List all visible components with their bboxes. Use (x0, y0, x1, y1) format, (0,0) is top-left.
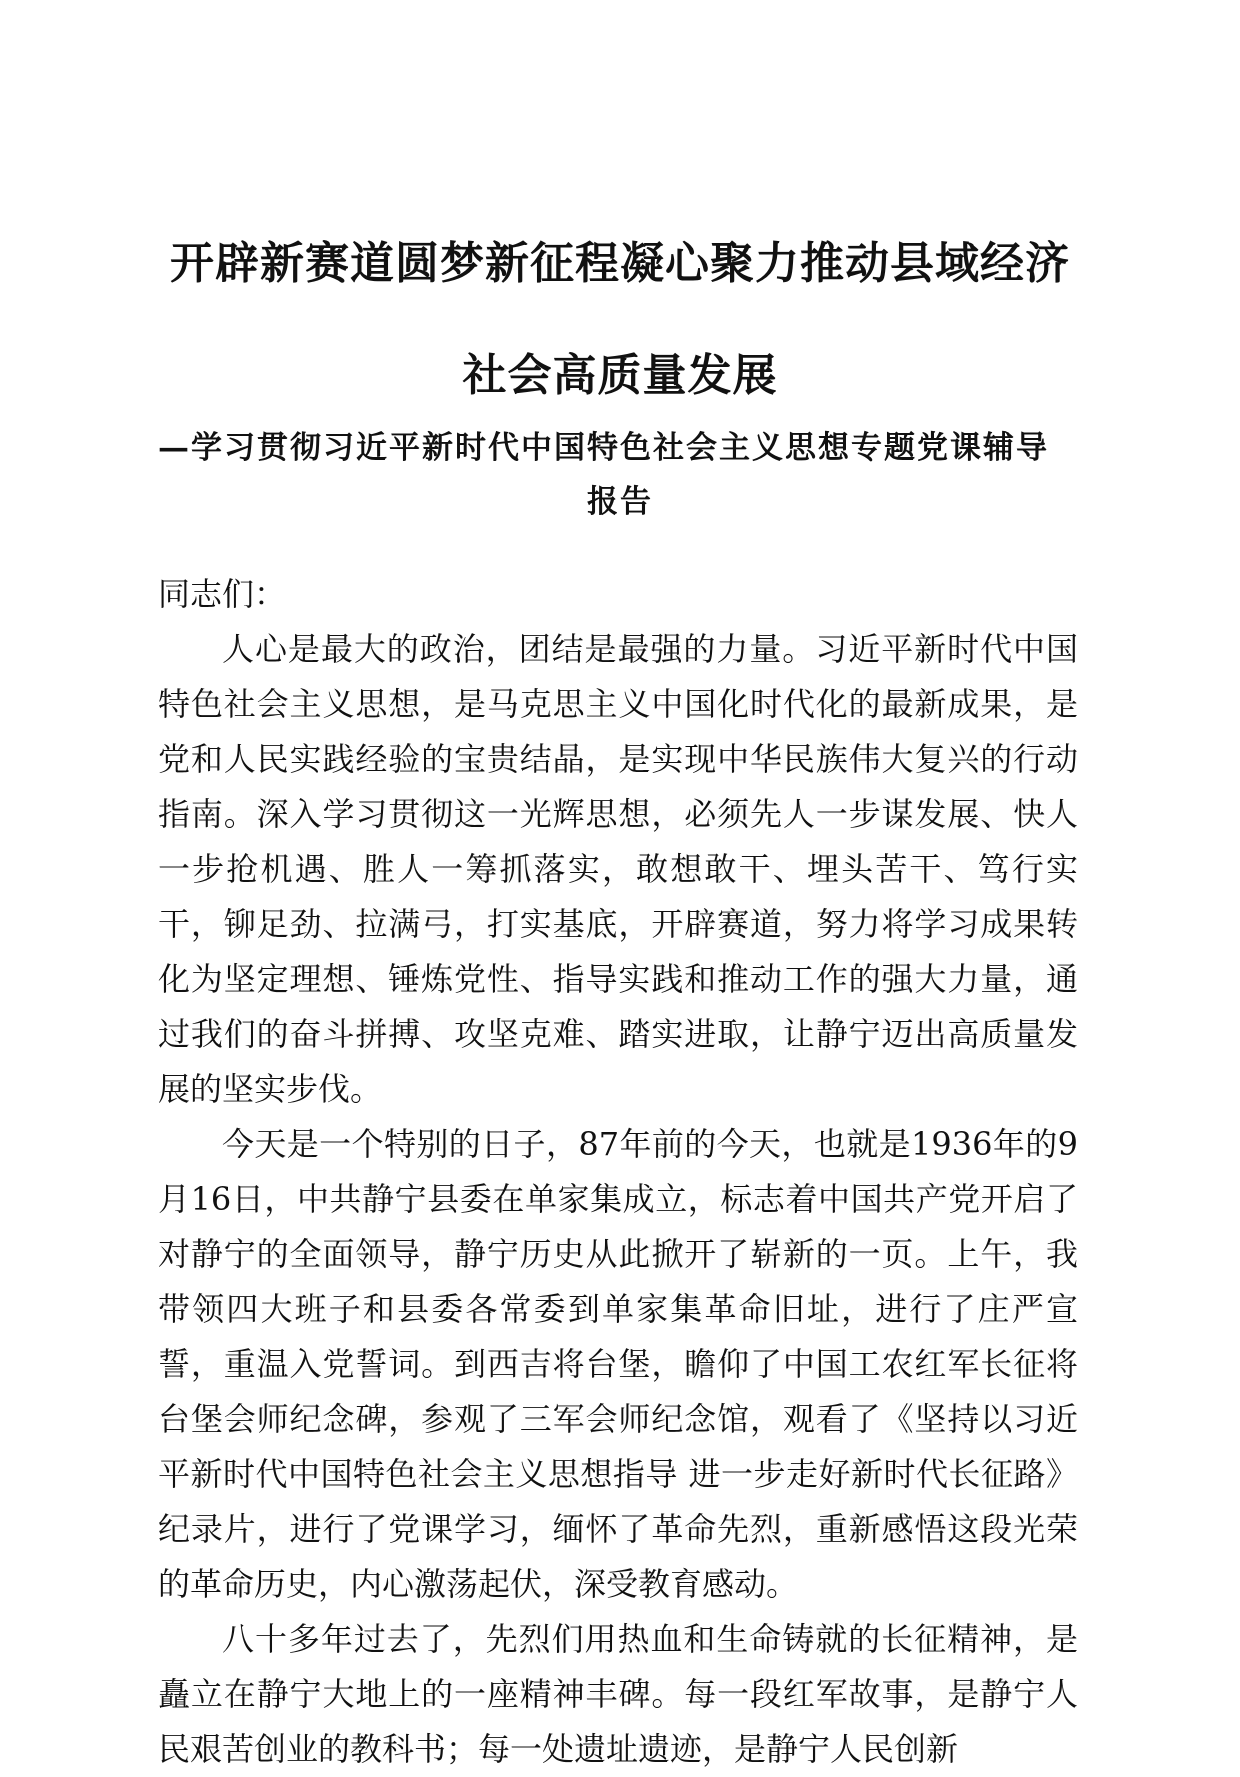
paragraph-1: 人心是最大的政治，团结是最强的力量。习近平新时代中国特色社会主义思想，是马克思主义中国化时代化的最新成果，是党和人民实践经验的宝贵结晶，是实现中华民族伟大复兴的行动指南。深入学习贯彻这一光辉思想，必须先人一步谋发展、快人一步抢机遇、胜人一筹抓落实，敢想敢干、埋头苦干、笃行实干，铆足劲、拉满弓，打实基底，开辟赛道，努力将学习成果转化为坚定理想、锤炼党性、指导实践和推动工作的强大力量，通过我们的奋斗拼搏、攻坚克难、踏实进取，让静宁迈出高质量发展的坚实步伐。 (158, 630, 1078, 1108)
paragraph-2: 今天是一个特别的日子，87年前的今天，也就是1936年的9月16日，中共静宁县委在单家集成立，标志着中国共产党开启了对静宁的全面领导，静宁历史从此掀开了崭新的一页。上午，我带领四大班子和县委各常委到单家集革命旧址，进行了庄严宣誓，重温入党誓词。到西吉将台堡，瞻仰了中国工农红军长征将台堡会师纪念碑，参观了三军会师纪念馆，观看了《坚持以习近平新时代中国特色社会主义思想指导 进一步走好新时代长征路》纪录片，进行了党课学习，缅怀了革命先烈，重新感悟这段光荣的革命历史，内心激荡起伏，深受教育感动。 (158, 1125, 1078, 1603)
paragraph-3: 八十多年过去了，先烈们用热血和生命铸就的长征精神，是矗立在静宁大地上的一座精神丰碑。每一段红军故事，是静宁人民艰苦创业的教科书；每一处遗址遗迹，是静宁人民创新 (158, 1620, 1078, 1768)
document-title-line-2: 社会高质量发展 (462, 350, 778, 401)
document-body (158, 567, 1078, 1777)
greeting: 同志们： (158, 575, 287, 613)
document-subtitle-line-2: 报告 (587, 484, 653, 520)
document-subtitle-line-1: —学习贯彻习近平新时代中国特色社会主义思想专题党课辅导 (158, 430, 1049, 466)
document-title-line-1: 开辟新赛道圆梦新征程凝心聚力推动县域经济 (170, 238, 1070, 289)
